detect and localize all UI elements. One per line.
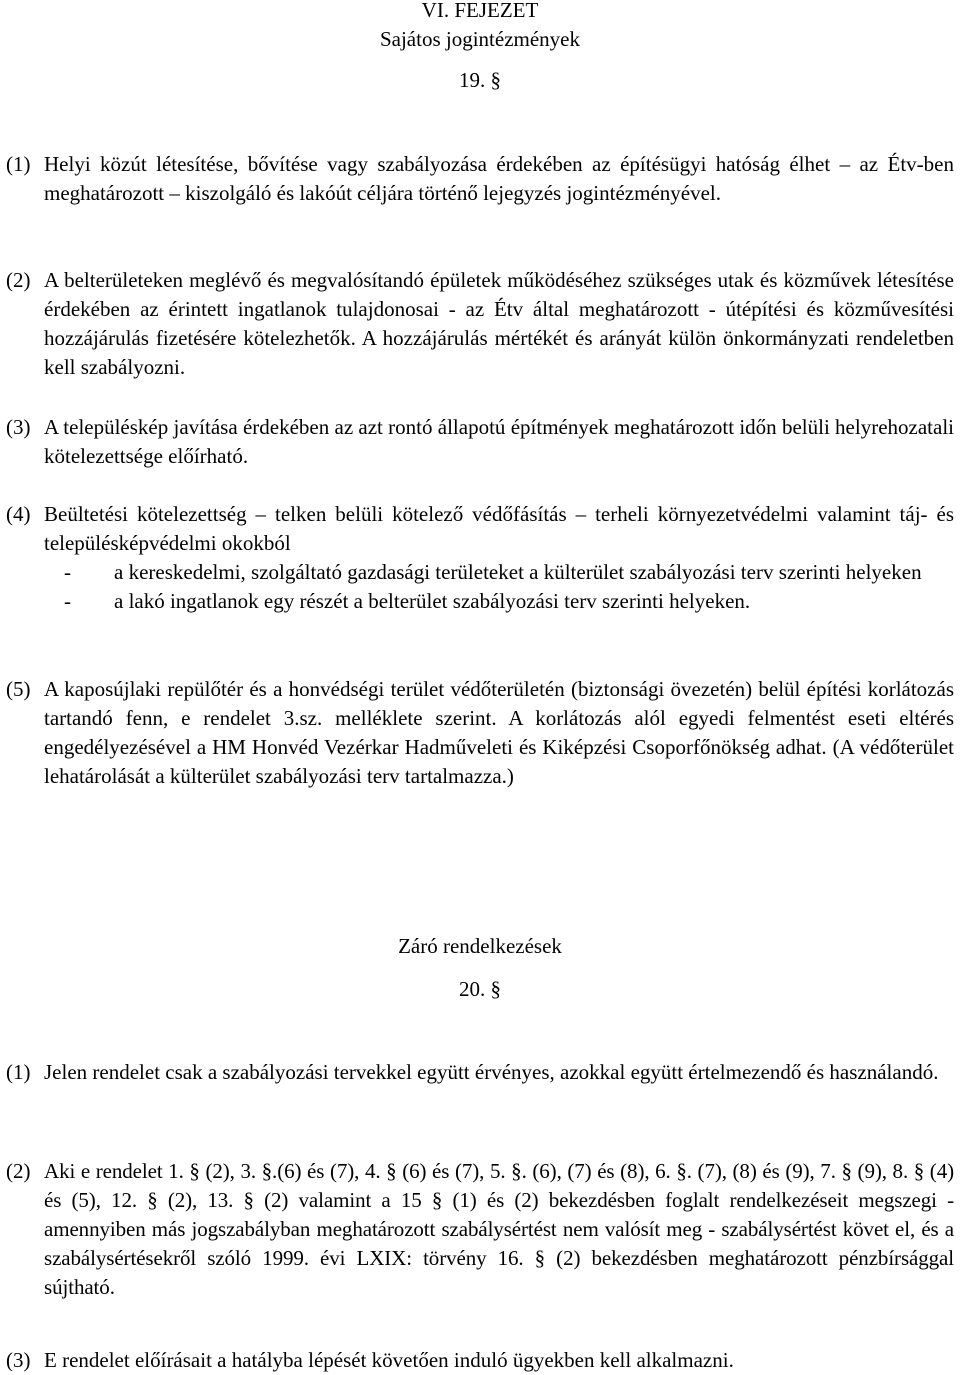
bullet-text: a lakó ingatlanok egy részét a belterület szabályozási terv szerinti helyeken. <box>114 589 751 613</box>
section-20-heading: 20. § <box>459 977 501 1001</box>
paragraph-20-1 <box>6 1058 954 1087</box>
bullet-text: a kereskedelmi, szolgáltató gazdasági területeket a külterület szabályozási terv szerinti helyeken <box>114 560 922 584</box>
section-19-heading: 19. § <box>459 68 501 92</box>
bullet-item <box>44 558 954 587</box>
paragraph-19-3 <box>6 413 954 471</box>
paragraph-number: (3) <box>6 1348 31 1372</box>
paragraph-19-1 <box>6 150 954 208</box>
paragraph-text: Aki e rendelet 1. § (2), 3. §.(6) és (7), 4. § (6) és (7), 5. §. (6), (7) és (8), 6. §. (7), (8) és (9), 7. § (9), 8. § (4) és (5), 12. § (2), 13. § (2) valamint a 15 § (1) és (2) bekezdésben foglalt rendelkezéseit megszegi - amennyiben más jogszabályban meghatározott szabálysértést nem valósít meg - szabálysértést követ el, és a szabálysértésekről szóló 1999. évi LXIX: törvény 16. § (2) bekezdésben meghatározott pénzbírsággal sújtható. <box>44 1159 954 1299</box>
paragraph-number: (5) <box>6 677 31 701</box>
paragraph-20-2 <box>6 1157 954 1302</box>
chapter-heading: VI. FEJEZET <box>421 0 539 22</box>
paragraph-19-5 <box>6 675 954 791</box>
closing-title: Záró rendelkezések <box>398 934 562 958</box>
bullet-dash: - <box>64 560 71 584</box>
paragraph-text: Helyi közút létesítése, bővítése vagy szabályozása érdekében az építésügyi hatóság élhet – az Étv-ben meghatározott – kiszolgáló és lakóút céljára történő lejegyzés jogintézményével. <box>44 152 954 205</box>
paragraph-number: (1) <box>6 1060 31 1084</box>
bullet-item <box>44 587 954 616</box>
paragraph-text: Beültetési kötelezettség – telken belüli kötelező védőfásítás – terheli környezetvédelmi valamint táj- és településképvédelmi okokból <box>44 502 954 555</box>
paragraph-number: (3) <box>6 415 31 439</box>
paragraph-text: E rendelet előírásait a hatályba lépését követően induló ügyekben kell alkalmazni. <box>44 1348 734 1372</box>
paragraph-number: (2) <box>6 1159 31 1183</box>
paragraph-text: A településkép javítása érdekében az azt rontó állapotú építmények meghatározott időn belüli helyrehozatali kötelezettsége előírható. <box>44 415 954 468</box>
paragraph-text: A belterületeken meglévő és megvalósítandó épületek működéséhez szükséges utak és közművek létesítése érdekében az érintett ingatlanok tulajdonosai - az Étv által meghatározott - útépítési és közművesítési hozzájárulás fizetésére kötelezhetők. A hozzájárulás mértékét és arányát külön önkormányzati rendeletben kell szabályozni. <box>44 268 954 379</box>
paragraph-number: (4) <box>6 502 31 526</box>
paragraph-19-4 <box>6 500 954 616</box>
paragraph-number: (2) <box>6 268 31 292</box>
paragraph-number: (1) <box>6 152 31 176</box>
bullet-dash: - <box>64 589 71 613</box>
paragraph-20-3 <box>6 1346 954 1375</box>
chapter-title: Sajátos jogintézmények <box>379 27 581 51</box>
paragraph-text: Jelen rendelet csak a szabályozási tervekkel együtt érvényes, azokkal együtt értelmezendő és használandó. <box>44 1060 939 1084</box>
paragraph-text: A kaposújlaki repülőtér és a honvédségi terület védőterületén (biztonsági övezetén) belül építési korlátozás tartandó fenn, e rendelet 3.sz. melléklete szerint. A korlátozás alól egyedi felmentést eseti eltérés engedélyezésével a HM Honvéd Vezérkar Hadműveleti és Kiképzési Csoporfőnökség adhat. (A védőterület lehatárolását a külterület szabályozási terv tartalmazza.) <box>44 677 954 788</box>
paragraph-19-2 <box>6 266 954 382</box>
